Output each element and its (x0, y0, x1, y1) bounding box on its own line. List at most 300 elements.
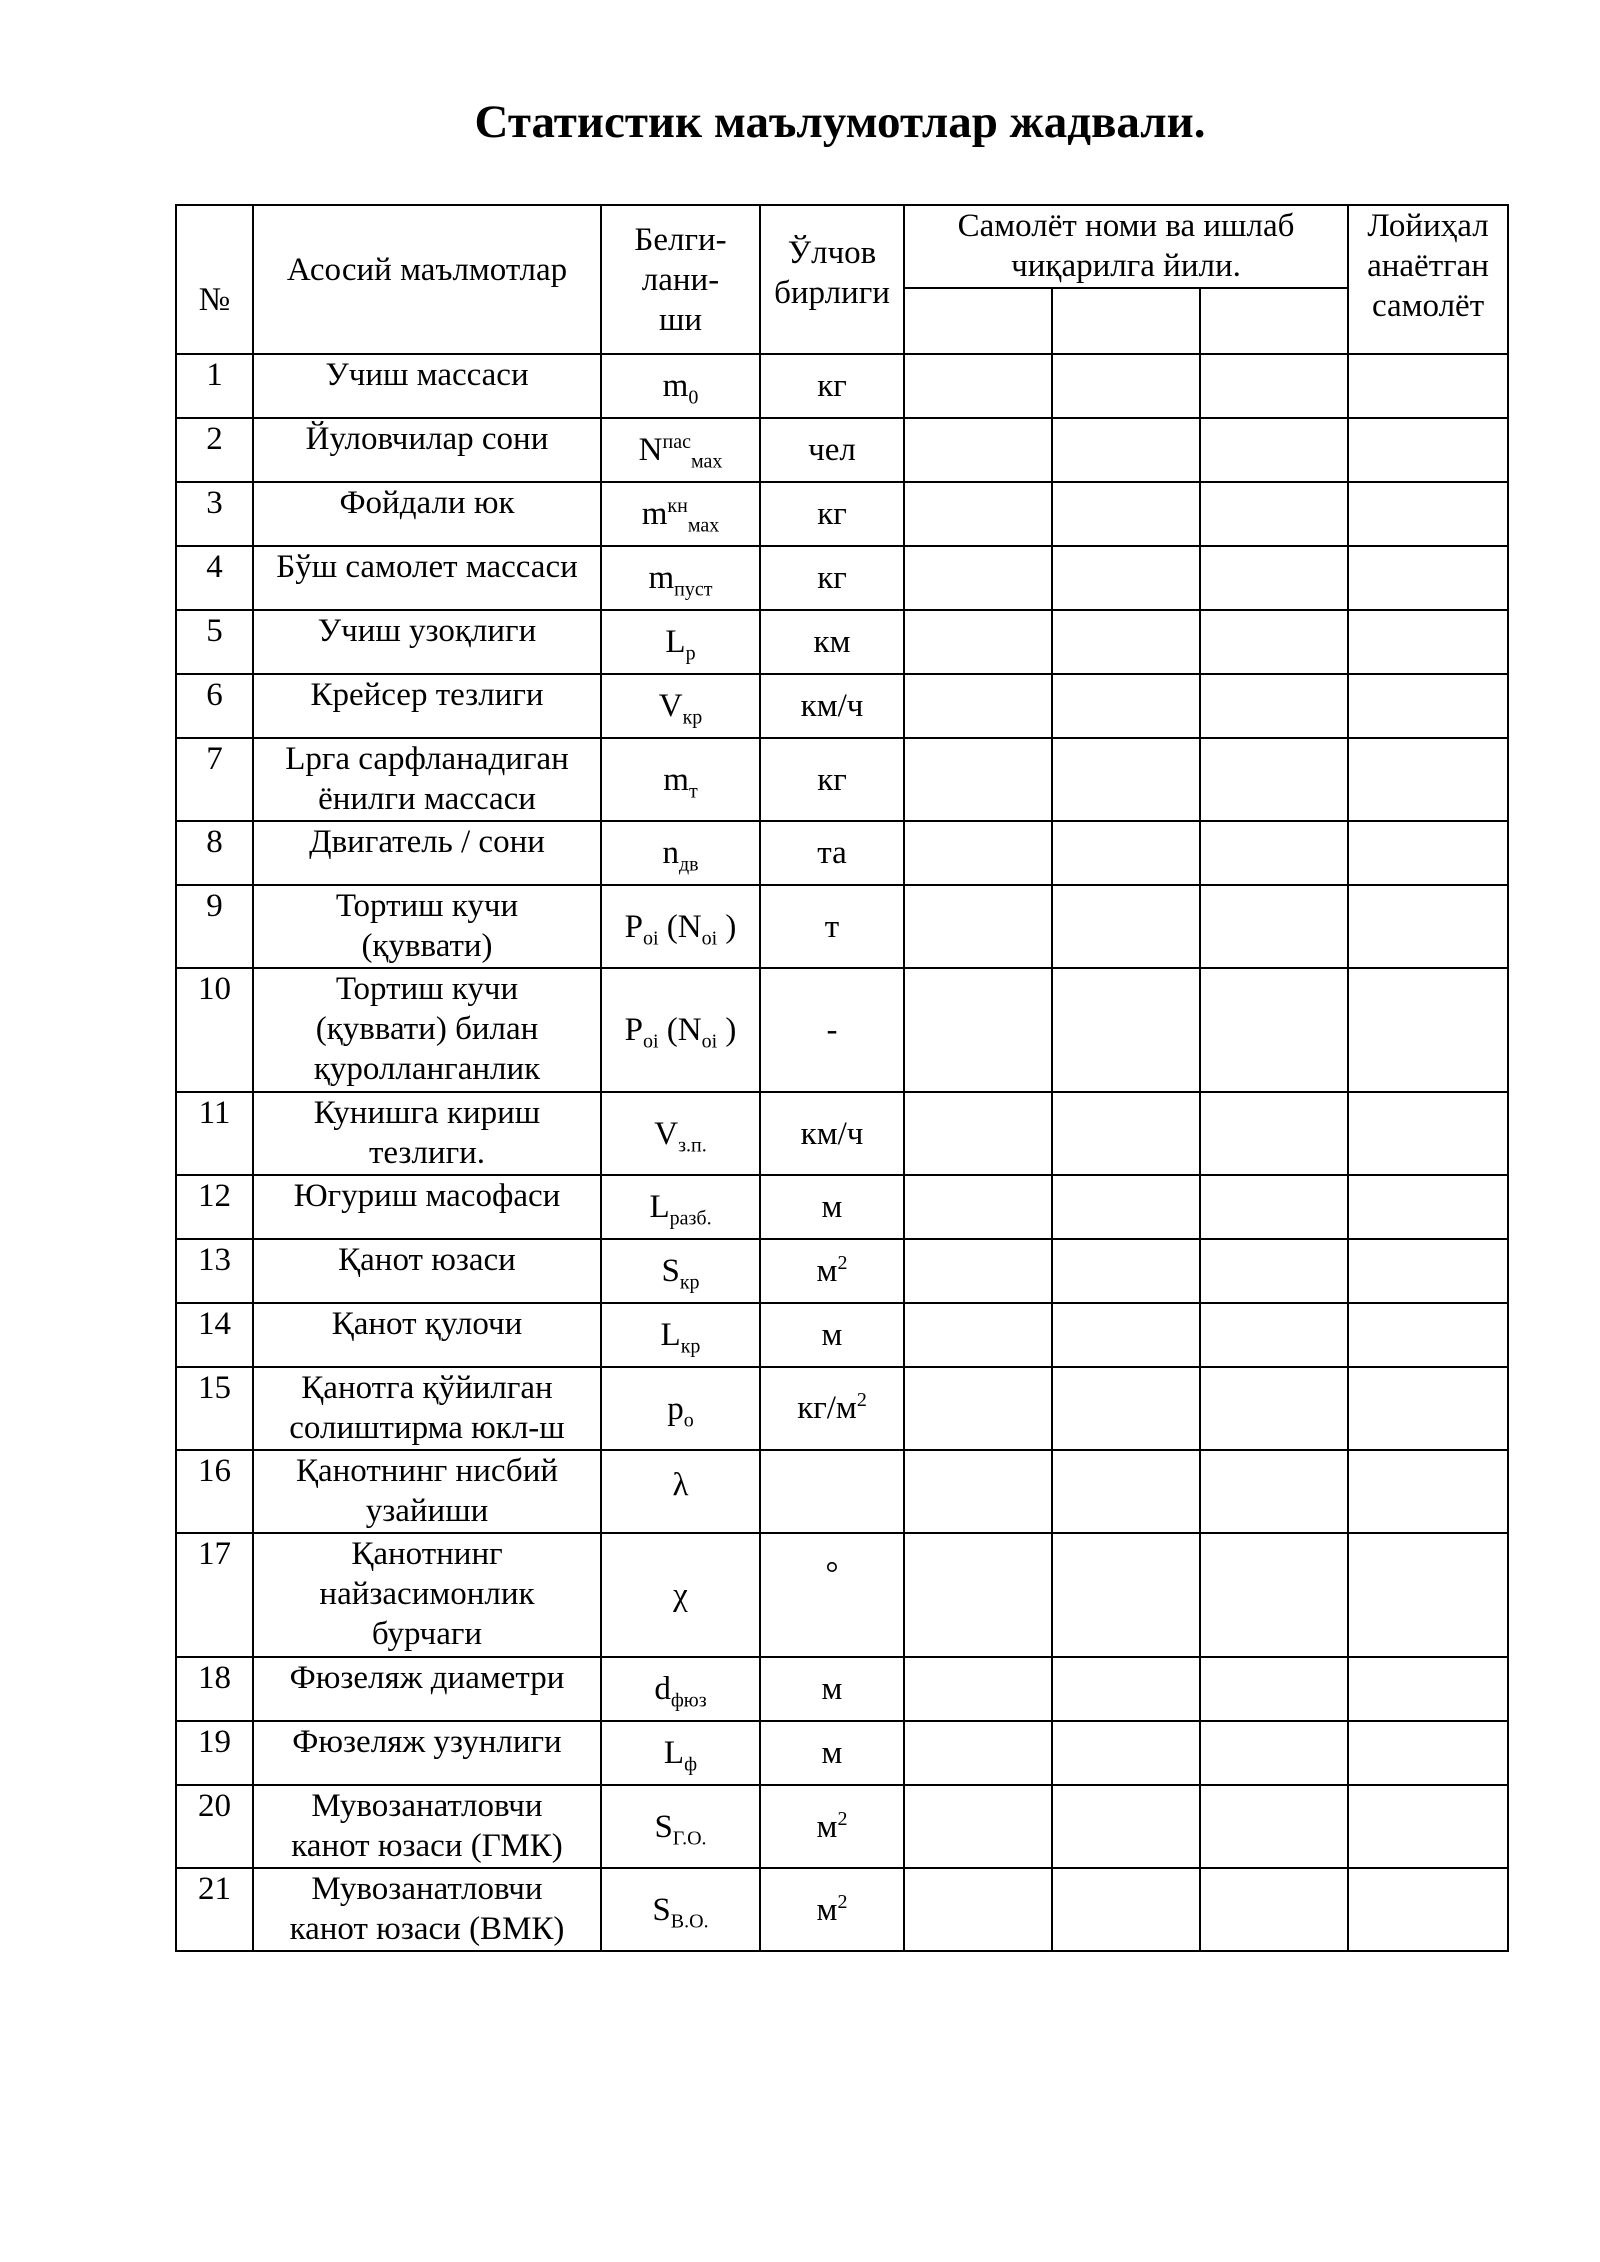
project-value-cell[interactable] (1348, 482, 1508, 546)
plane-value-cell[interactable] (904, 1303, 1052, 1367)
header-project-line: самолёт (1371, 288, 1485, 324)
row-symbol-base: V (658, 688, 683, 724)
row-parameter-name (253, 1239, 601, 1303)
row-parameter-name-line: Фюзеляж диаметри (289, 1660, 565, 1696)
row-symbol-subscript: кр (679, 1271, 700, 1294)
plane-value-cell[interactable] (904, 1785, 1052, 1868)
row-parameter-name-line: Тортиш кучи (335, 971, 519, 1007)
row-symbol (601, 482, 760, 546)
project-value-cell[interactable] (1348, 821, 1508, 885)
row-unit (760, 354, 904, 418)
row-parameter-name-line: Қанот юзаси (338, 1242, 516, 1278)
row-parameter-name-line: Йуловчилар сони (305, 421, 549, 457)
row-parameter-name-line: канот юзаси (ВМК) (289, 1911, 565, 1947)
row-symbol-subscript: о (683, 1409, 694, 1432)
row-unit-value: м (816, 1253, 838, 1289)
table-row (176, 1533, 1508, 1657)
row-symbol-subscript: разб. (669, 1207, 712, 1230)
row-symbol-alt-close: ) (717, 1012, 737, 1048)
project-value-cell[interactable] (1348, 1239, 1508, 1303)
plane-value-cell[interactable] (1200, 674, 1348, 738)
row-number: 7 (176, 738, 253, 821)
row-unit (760, 1450, 904, 1533)
table-row (176, 1657, 1508, 1721)
row-parameter-name-line: Югуриш масофаси (293, 1178, 561, 1214)
row-unit (760, 1868, 904, 1951)
row-parameter-name-line: қуролланганлик (313, 1051, 541, 1087)
row-symbol (601, 1657, 760, 1721)
row-symbol-subscript: пуст (674, 578, 713, 601)
row-symbol (601, 674, 760, 738)
row-symbol-base: λ (672, 1467, 689, 1503)
header-project-line: Лойиҳал (1367, 208, 1489, 244)
project-value-cell[interactable] (1348, 1785, 1508, 1868)
table-row (176, 738, 1508, 821)
project-value-cell[interactable] (1348, 1721, 1508, 1785)
row-symbol-base: P (624, 1012, 643, 1048)
row-unit-value: ° (825, 1556, 839, 1592)
plane-value-cell[interactable] (1200, 1450, 1348, 1533)
row-parameter-name (253, 610, 601, 674)
plane-value-cell[interactable] (904, 418, 1052, 482)
plane-value-cell[interactable] (1200, 610, 1348, 674)
row-symbol (601, 418, 760, 482)
header-plane-line: Самолёт номи ва ишлаб (957, 208, 1295, 244)
row-symbol (601, 1785, 760, 1868)
table-row (176, 482, 1508, 546)
plane-value-cell[interactable] (1052, 482, 1200, 546)
table-body (176, 354, 1508, 1951)
plane-value-cell[interactable] (1200, 885, 1348, 968)
row-symbol-subscript: фюз (670, 1689, 707, 1712)
row-symbol-base: n (662, 835, 679, 871)
plane-value-cell[interactable] (1200, 1367, 1348, 1450)
row-symbol-subscript: з.п. (678, 1134, 707, 1157)
plane-value-cell[interactable] (904, 738, 1052, 821)
row-unit-value: кг (817, 496, 847, 532)
header-symbol-line: ши (658, 301, 703, 338)
row-number: 19 (176, 1721, 253, 1785)
row-symbol-subscript: oi (642, 1030, 659, 1053)
row-parameter-name-line: Қанот қулочи (331, 1306, 523, 1342)
plane-value-cell[interactable] (1052, 1092, 1200, 1175)
row-symbol-superscript: кн (667, 495, 688, 517)
row-number: 10 (176, 968, 253, 1092)
header-number (176, 205, 253, 354)
row-parameter-name (253, 1868, 601, 1951)
row-unit (760, 738, 904, 821)
row-parameter-name-line: Учиш массаси (325, 357, 529, 393)
row-unit (760, 1303, 904, 1367)
row-symbol-base: m (641, 496, 668, 532)
row-symbol-subscript: 0 (688, 386, 699, 409)
row-symbol (601, 885, 760, 968)
row-symbol-base: S (652, 1891, 671, 1928)
row-parameter-name (253, 1785, 601, 1868)
plane-value-cell[interactable] (1052, 546, 1200, 610)
row-symbol (601, 1303, 760, 1367)
row-unit-value: кг/м (797, 1390, 857, 1426)
row-symbol-subscript: ф (684, 1753, 698, 1776)
plane-value-cell[interactable] (1052, 354, 1200, 418)
project-value-cell[interactable] (1348, 1450, 1508, 1533)
row-symbol-base: S (654, 1808, 673, 1845)
row-unit-value: - (826, 1012, 838, 1048)
plane-value-cell[interactable] (904, 354, 1052, 418)
row-number: 12 (176, 1175, 253, 1239)
plane-value-cell[interactable] (1052, 1367, 1200, 1450)
row-symbol-base: m (648, 560, 675, 596)
plane-value-cell[interactable] (904, 610, 1052, 674)
row-unit (760, 1533, 904, 1657)
row-symbol (601, 1175, 760, 1239)
header-unit (760, 205, 904, 354)
row-number: 21 (176, 1868, 253, 1951)
row-parameter-name (253, 968, 601, 1092)
table-row (176, 968, 1508, 1092)
row-parameter-name-line: Кунишга кириш (313, 1095, 541, 1131)
row-parameter-name-line: Қанотнинг нисбий (295, 1453, 559, 1489)
project-value-cell[interactable] (1348, 674, 1508, 738)
row-unit-value: та (817, 835, 847, 871)
plane-value-cell[interactable] (1200, 1721, 1348, 1785)
row-parameter-name (253, 546, 601, 610)
project-value-cell[interactable] (1348, 354, 1508, 418)
plane-value-cell[interactable] (1200, 1239, 1348, 1303)
table-row (176, 1450, 1508, 1533)
row-symbol-alt: (N (658, 908, 702, 945)
row-number: 3 (176, 482, 253, 546)
row-parameter-name (253, 1367, 601, 1450)
header-symbol (601, 205, 760, 354)
plane-value-cell[interactable] (1052, 1533, 1200, 1657)
row-parameter-name (253, 1303, 601, 1367)
plane-value-cell[interactable] (904, 1450, 1052, 1533)
row-number: 18 (176, 1657, 253, 1721)
row-number: 8 (176, 821, 253, 885)
row-parameter-name (253, 821, 601, 885)
statistics-table (175, 204, 1509, 1952)
row-parameter-name-line: Қанотнинг (351, 1536, 503, 1572)
row-unit-value: м (821, 1735, 843, 1771)
row-symbol-alt-subscript: oi (701, 1030, 718, 1053)
row-unit-value: кг (817, 560, 847, 596)
table-row (176, 885, 1508, 968)
plane-value-cell[interactable] (1052, 1785, 1200, 1868)
row-parameter-name (253, 674, 601, 738)
row-parameter-name-line: (қуввати) билан (315, 1011, 539, 1047)
row-number: 17 (176, 1533, 253, 1657)
plane-value-cell[interactable] (1052, 1868, 1200, 1951)
row-symbol-subscript: р (685, 642, 696, 665)
row-parameter-name-line: солиштирма юкл-ш (289, 1410, 565, 1446)
row-unit (760, 482, 904, 546)
row-number: 5 (176, 610, 253, 674)
row-parameter-name (253, 482, 601, 546)
plane-value-cell[interactable] (904, 1657, 1052, 1721)
row-parameter-name-line: (қуввати) (361, 928, 493, 964)
plane-value-cell[interactable] (1052, 885, 1200, 968)
plane-value-cell[interactable] (1200, 1868, 1348, 1951)
plane-value-cell[interactable] (904, 1092, 1052, 1175)
row-parameter-name-line: Тортиш кучи (335, 888, 519, 924)
row-symbol-subscript: кр (682, 706, 703, 729)
row-number: 1 (176, 354, 253, 418)
row-symbol-subscript: oi (642, 927, 659, 950)
row-symbol (601, 738, 760, 821)
project-value-cell[interactable] (1348, 1303, 1508, 1367)
project-value-cell[interactable] (1348, 418, 1508, 482)
plane-value-cell[interactable] (1052, 674, 1200, 738)
header-symbol-line: Белги- (634, 221, 727, 258)
row-symbol (601, 354, 760, 418)
row-symbol-base: L (660, 1317, 681, 1353)
row-parameter-name-line: узайиши (365, 1493, 489, 1529)
row-symbol-base: L (649, 1189, 670, 1225)
row-symbol-base: m (663, 761, 689, 798)
plane-value-cell[interactable] (1052, 821, 1200, 885)
header-unit-line: Ўлчов (787, 234, 877, 271)
project-value-cell[interactable] (1348, 1175, 1508, 1239)
row-symbol-superscript: пас (662, 431, 691, 453)
header-main-data-label: Асосий маълмотлар (286, 251, 568, 288)
row-unit-value: км (813, 624, 851, 660)
row-symbol (601, 1721, 760, 1785)
row-parameter-name-line: Қанотга қўйилган (301, 1370, 553, 1406)
row-symbol-alt: (N (658, 1012, 702, 1048)
table-row (176, 418, 1508, 482)
project-value-cell[interactable] (1348, 968, 1508, 1092)
plane-value-cell[interactable] (1200, 1657, 1348, 1721)
plane-subcolumn-1 (904, 288, 1052, 354)
header-main-data (253, 205, 601, 354)
row-parameter-name (253, 1721, 601, 1785)
plane-value-cell[interactable] (1052, 1175, 1200, 1239)
row-symbol-alt-close: ) (717, 908, 737, 945)
row-unit-value: м (821, 1189, 843, 1225)
row-parameter-name-line: Учиш узоқлиги (317, 613, 537, 649)
row-symbol-alt-subscript: oi (701, 927, 718, 950)
project-value-cell[interactable] (1348, 1367, 1508, 1450)
plane-value-cell[interactable] (1200, 1092, 1348, 1175)
row-unit-value: м (816, 1808, 838, 1845)
row-symbol-base: P (624, 908, 643, 945)
plane-value-cell[interactable] (1200, 1785, 1348, 1868)
row-unit (760, 674, 904, 738)
row-parameter-name (253, 418, 601, 482)
plane-subcolumn-2 (1052, 288, 1200, 354)
plane-value-cell[interactable] (1200, 1533, 1348, 1657)
plane-value-cell[interactable] (1200, 418, 1348, 482)
row-symbol-base: L (663, 1735, 685, 1771)
plane-value-cell[interactable] (1052, 1450, 1200, 1533)
plane-value-cell[interactable] (904, 885, 1052, 968)
row-unit-superscript: 2 (837, 1890, 848, 1913)
row-unit-value: чел (808, 432, 856, 468)
row-symbol (601, 1092, 760, 1175)
plane-value-cell[interactable] (1052, 1657, 1200, 1721)
row-unit-value: км/ч (800, 1115, 864, 1152)
row-number: 6 (176, 674, 253, 738)
row-number: 2 (176, 418, 253, 482)
plane-value-cell[interactable] (904, 1721, 1052, 1785)
plane-value-cell[interactable] (904, 1175, 1052, 1239)
row-unit-value: м (821, 1671, 843, 1707)
row-unit (760, 1785, 904, 1868)
table-row (176, 1868, 1508, 1951)
row-symbol-base: d (654, 1671, 671, 1707)
project-value-cell[interactable] (1348, 610, 1508, 674)
plane-value-cell[interactable] (904, 1239, 1052, 1303)
plane-value-cell[interactable] (904, 1533, 1052, 1657)
row-parameter-name (253, 354, 601, 418)
row-number: 20 (176, 1785, 253, 1868)
row-symbol (601, 821, 760, 885)
row-parameter-name-line: Мувозанатловчи (311, 1871, 543, 1907)
row-number: 16 (176, 1450, 253, 1533)
row-number: 11 (176, 1092, 253, 1175)
row-symbol (601, 968, 760, 1092)
plane-value-cell[interactable] (904, 482, 1052, 546)
plane-value-cell[interactable] (904, 1367, 1052, 1450)
row-parameter-name-line: Бўш самолет массаси (276, 549, 578, 585)
row-number: 15 (176, 1367, 253, 1450)
row-symbol (601, 1868, 760, 1951)
project-value-cell[interactable] (1348, 1533, 1508, 1657)
plane-value-cell[interactable] (1200, 482, 1348, 546)
project-value-cell[interactable] (1348, 1092, 1508, 1175)
row-symbol (601, 610, 760, 674)
row-symbol-subscript: т (688, 780, 698, 803)
plane-value-cell[interactable] (1052, 968, 1200, 1092)
row-symbol-base: S (661, 1253, 680, 1289)
row-symbol (601, 546, 760, 610)
row-symbol-base: L (665, 624, 686, 660)
table-row (176, 1367, 1508, 1450)
row-parameter-name-line: найзасимонлик (319, 1576, 535, 1612)
row-parameter-name-line: тезлиги. (368, 1135, 486, 1171)
row-parameter-name-line: Фюзеляж узунлиги (292, 1724, 562, 1760)
row-symbol-base: V (654, 1115, 679, 1152)
table-row (176, 821, 1508, 885)
header-plane-line: чиқарилга йили. (1011, 248, 1241, 284)
row-unit-superscript: 2 (856, 1389, 867, 1411)
plane-value-cell[interactable] (904, 674, 1052, 738)
row-parameter-name (253, 738, 601, 821)
row-unit-superscript: 2 (837, 1807, 848, 1830)
plane-value-cell[interactable] (1200, 821, 1348, 885)
row-unit (760, 1239, 904, 1303)
row-symbol-subscript: мах (690, 450, 723, 473)
plane-value-cell[interactable] (904, 546, 1052, 610)
row-parameter-name-line: Двигатель / сони (309, 824, 545, 860)
row-unit (760, 885, 904, 968)
plane-value-cell[interactable] (1052, 1239, 1200, 1303)
row-parameter-name (253, 1092, 601, 1175)
plane-value-cell[interactable] (1200, 1303, 1348, 1367)
row-symbol-subscript: дв (678, 853, 699, 876)
plane-value-cell[interactable] (1052, 1721, 1200, 1785)
plane-value-cell[interactable] (1052, 1303, 1200, 1367)
row-symbol-subscript: Г.О. (672, 1827, 707, 1850)
plane-value-cell[interactable] (1200, 546, 1348, 610)
project-value-cell[interactable] (1348, 1868, 1508, 1951)
header-project-plane (1348, 205, 1508, 354)
row-parameter-name (253, 1657, 601, 1721)
row-parameter-name-line: Lрга сарфланадиган (285, 741, 569, 777)
row-unit (760, 1657, 904, 1721)
row-unit-superscript: 2 (837, 1252, 848, 1274)
row-parameter-name-line: бурчаги (371, 1616, 483, 1652)
row-unit (760, 821, 904, 885)
row-unit (760, 968, 904, 1092)
row-symbol (601, 1450, 760, 1533)
row-unit (760, 1367, 904, 1450)
row-symbol-base: m (662, 368, 689, 404)
row-symbol (601, 1239, 760, 1303)
row-symbol-subscript: В.О. (670, 1910, 709, 1933)
table-row (176, 1785, 1508, 1868)
table-row (176, 674, 1508, 738)
project-value-cell[interactable] (1348, 1657, 1508, 1721)
row-unit-value: кг (817, 761, 847, 798)
row-parameter-name (253, 1533, 601, 1657)
row-number: 4 (176, 546, 253, 610)
project-value-cell[interactable] (1348, 546, 1508, 610)
plane-value-cell[interactable] (1052, 738, 1200, 821)
table-row (176, 1303, 1508, 1367)
row-unit (760, 546, 904, 610)
plane-value-cell[interactable] (1052, 418, 1200, 482)
row-symbol-base: p (667, 1390, 684, 1427)
table-row (176, 1092, 1508, 1175)
row-parameter-name-line: канот юзаси (ГМК) (291, 1828, 563, 1864)
row-symbol-base: χ (673, 1577, 688, 1613)
header-number-label: № (198, 281, 231, 318)
project-value-cell[interactable] (1348, 885, 1508, 968)
table-row (176, 546, 1508, 610)
row-symbol (601, 1533, 760, 1657)
plane-value-cell[interactable] (1200, 1175, 1348, 1239)
plane-value-cell[interactable] (904, 1868, 1052, 1951)
row-parameter-name-line: ёнилги массаси (318, 781, 536, 817)
row-number: 9 (176, 885, 253, 968)
row-unit (760, 1721, 904, 1785)
table-row (176, 1175, 1508, 1239)
table-row (176, 1239, 1508, 1303)
plane-value-cell[interactable] (904, 821, 1052, 885)
plane-value-cell[interactable] (1200, 968, 1348, 1092)
table-row (176, 354, 1508, 418)
plane-value-cell[interactable] (1052, 610, 1200, 674)
row-unit-value: м (821, 1317, 843, 1353)
row-unit (760, 1175, 904, 1239)
row-unit-value: м (816, 1891, 838, 1928)
page-title: Статистик маълумотлар жадвали. (474, 96, 1206, 148)
project-value-cell[interactable] (1348, 738, 1508, 821)
row-unit-value: кг (817, 368, 847, 404)
row-parameter-name (253, 1175, 601, 1239)
row-parameter-name-line: Крейсер тезлиги (310, 677, 544, 713)
row-parameter-name (253, 1450, 601, 1533)
row-symbol-base: N (638, 432, 663, 468)
plane-value-cell[interactable] (1200, 738, 1348, 821)
plane-value-cell[interactable] (904, 968, 1052, 1092)
plane-value-cell[interactable] (1200, 354, 1348, 418)
row-parameter-name-line: Мувозанатловчи (311, 1788, 543, 1824)
row-unit-value: т (824, 908, 840, 945)
row-parameter-name (253, 885, 601, 968)
